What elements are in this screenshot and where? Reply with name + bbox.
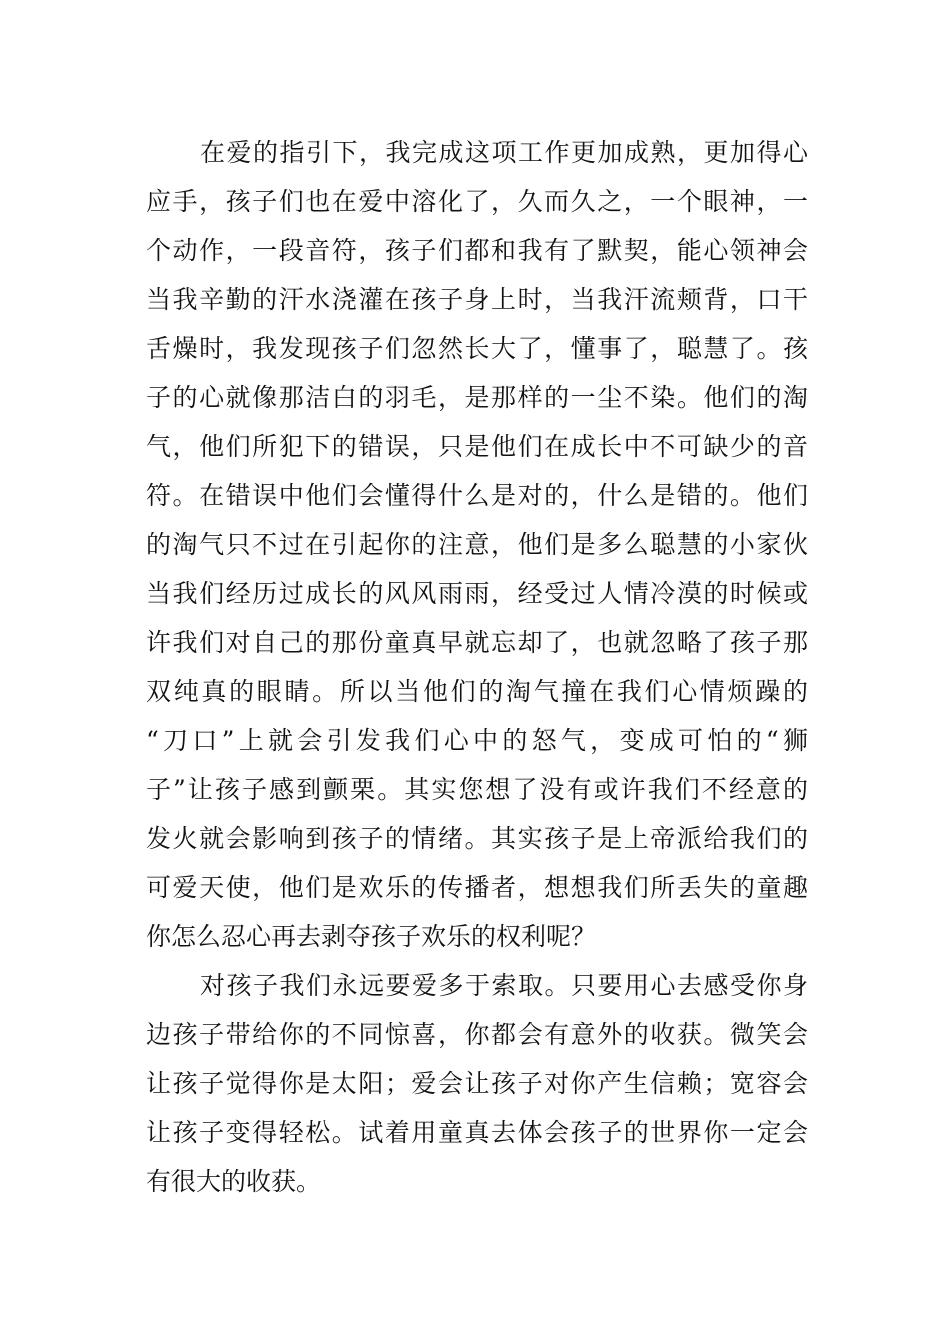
paragraph-2-line-3: 让孩子觉得你是太阳；爱会让孩子对你产生信赖；宽容会 — [146, 1069, 808, 1098]
paragraph-1-line-6: 子的心就像那洁白的羽毛，是那样的一尘不染。他们的淘 — [146, 383, 808, 412]
paragraph-1-line-1: 在爱的指引下，我完成这项工作更加成熟，更加得心 — [200, 138, 808, 167]
paragraph-1-line-11: 许我们对自己的那份童真早就忘却了，也就忽略了孩子那 — [146, 628, 808, 657]
paragraph-1-line-10: 当我们经历过成长的风风雨雨，经受过人情冷漠的时候或 — [146, 579, 808, 608]
paragraph-1-line-8: 符。在错误中他们会懂得什么是对的，什么是错的。他们 — [146, 481, 808, 510]
paragraph-1-line-4: 当我辛勤的汗水浇灌在孩子身上时，当我汗流颊背，口干 — [146, 285, 808, 314]
paragraph-1-line-5: 舌燥时，我发现孩子们忽然长大了，懂事了，聪慧了。孩 — [146, 334, 808, 363]
paragraph-1-line-16: 可爱天使，他们是欢乐的传播者，想想我们所丢失的童趣 — [146, 873, 808, 902]
paragraph-2-line-2: 边孩子带给你的不同惊喜，你都会有意外的收获。微笑会 — [146, 1020, 808, 1049]
paragraph-1-line-12: 双纯真的眼睛。所以当他们的淘气撞在我们心情烦躁的 — [146, 677, 808, 706]
paragraph-2-line-5: 有很大的收获。 — [146, 1167, 322, 1196]
paragraph-2-line-4: 让孩子变得轻松。试着用童真去体会孩子的世界你一定会 — [146, 1118, 808, 1147]
paragraph-1-line-13: “刀口”上就会引发我们心中的怒气，变成可怕的“狮 — [146, 726, 808, 755]
paragraph-2-line-1: 对孩子我们永远要爱多于索取。只要用心去感受你身 — [200, 971, 808, 1000]
paragraph-1-line-3: 个动作，一段音符，孩子们都和我有了默契，能心领神会 — [146, 236, 808, 265]
paragraph-1-line-15: 发火就会影响到孩子的情绪。其实孩子是上帝派给我们的 — [146, 824, 808, 853]
document-body — [146, 128, 808, 1206]
paragraph-1-line-17: 你怎么忍心再去剥夺孩子欢乐的权利呢？ — [146, 922, 597, 951]
paragraph-1-line-9: 的淘气只不过在引起你的注意，他们是多么聪慧的小家伙 — [146, 530, 808, 559]
paragraph-1-line-7: 气，他们所犯下的错误，只是他们在成长中不可缺少的音 — [146, 432, 808, 461]
paragraph-1-line-14: 子”让孩子感到颤栗。其实您想了没有或许我们不经意的 — [146, 775, 808, 804]
paragraph-1-line-2: 应手，孩子们也在爱中溶化了，久而久之，一个眼神，一 — [146, 187, 808, 216]
